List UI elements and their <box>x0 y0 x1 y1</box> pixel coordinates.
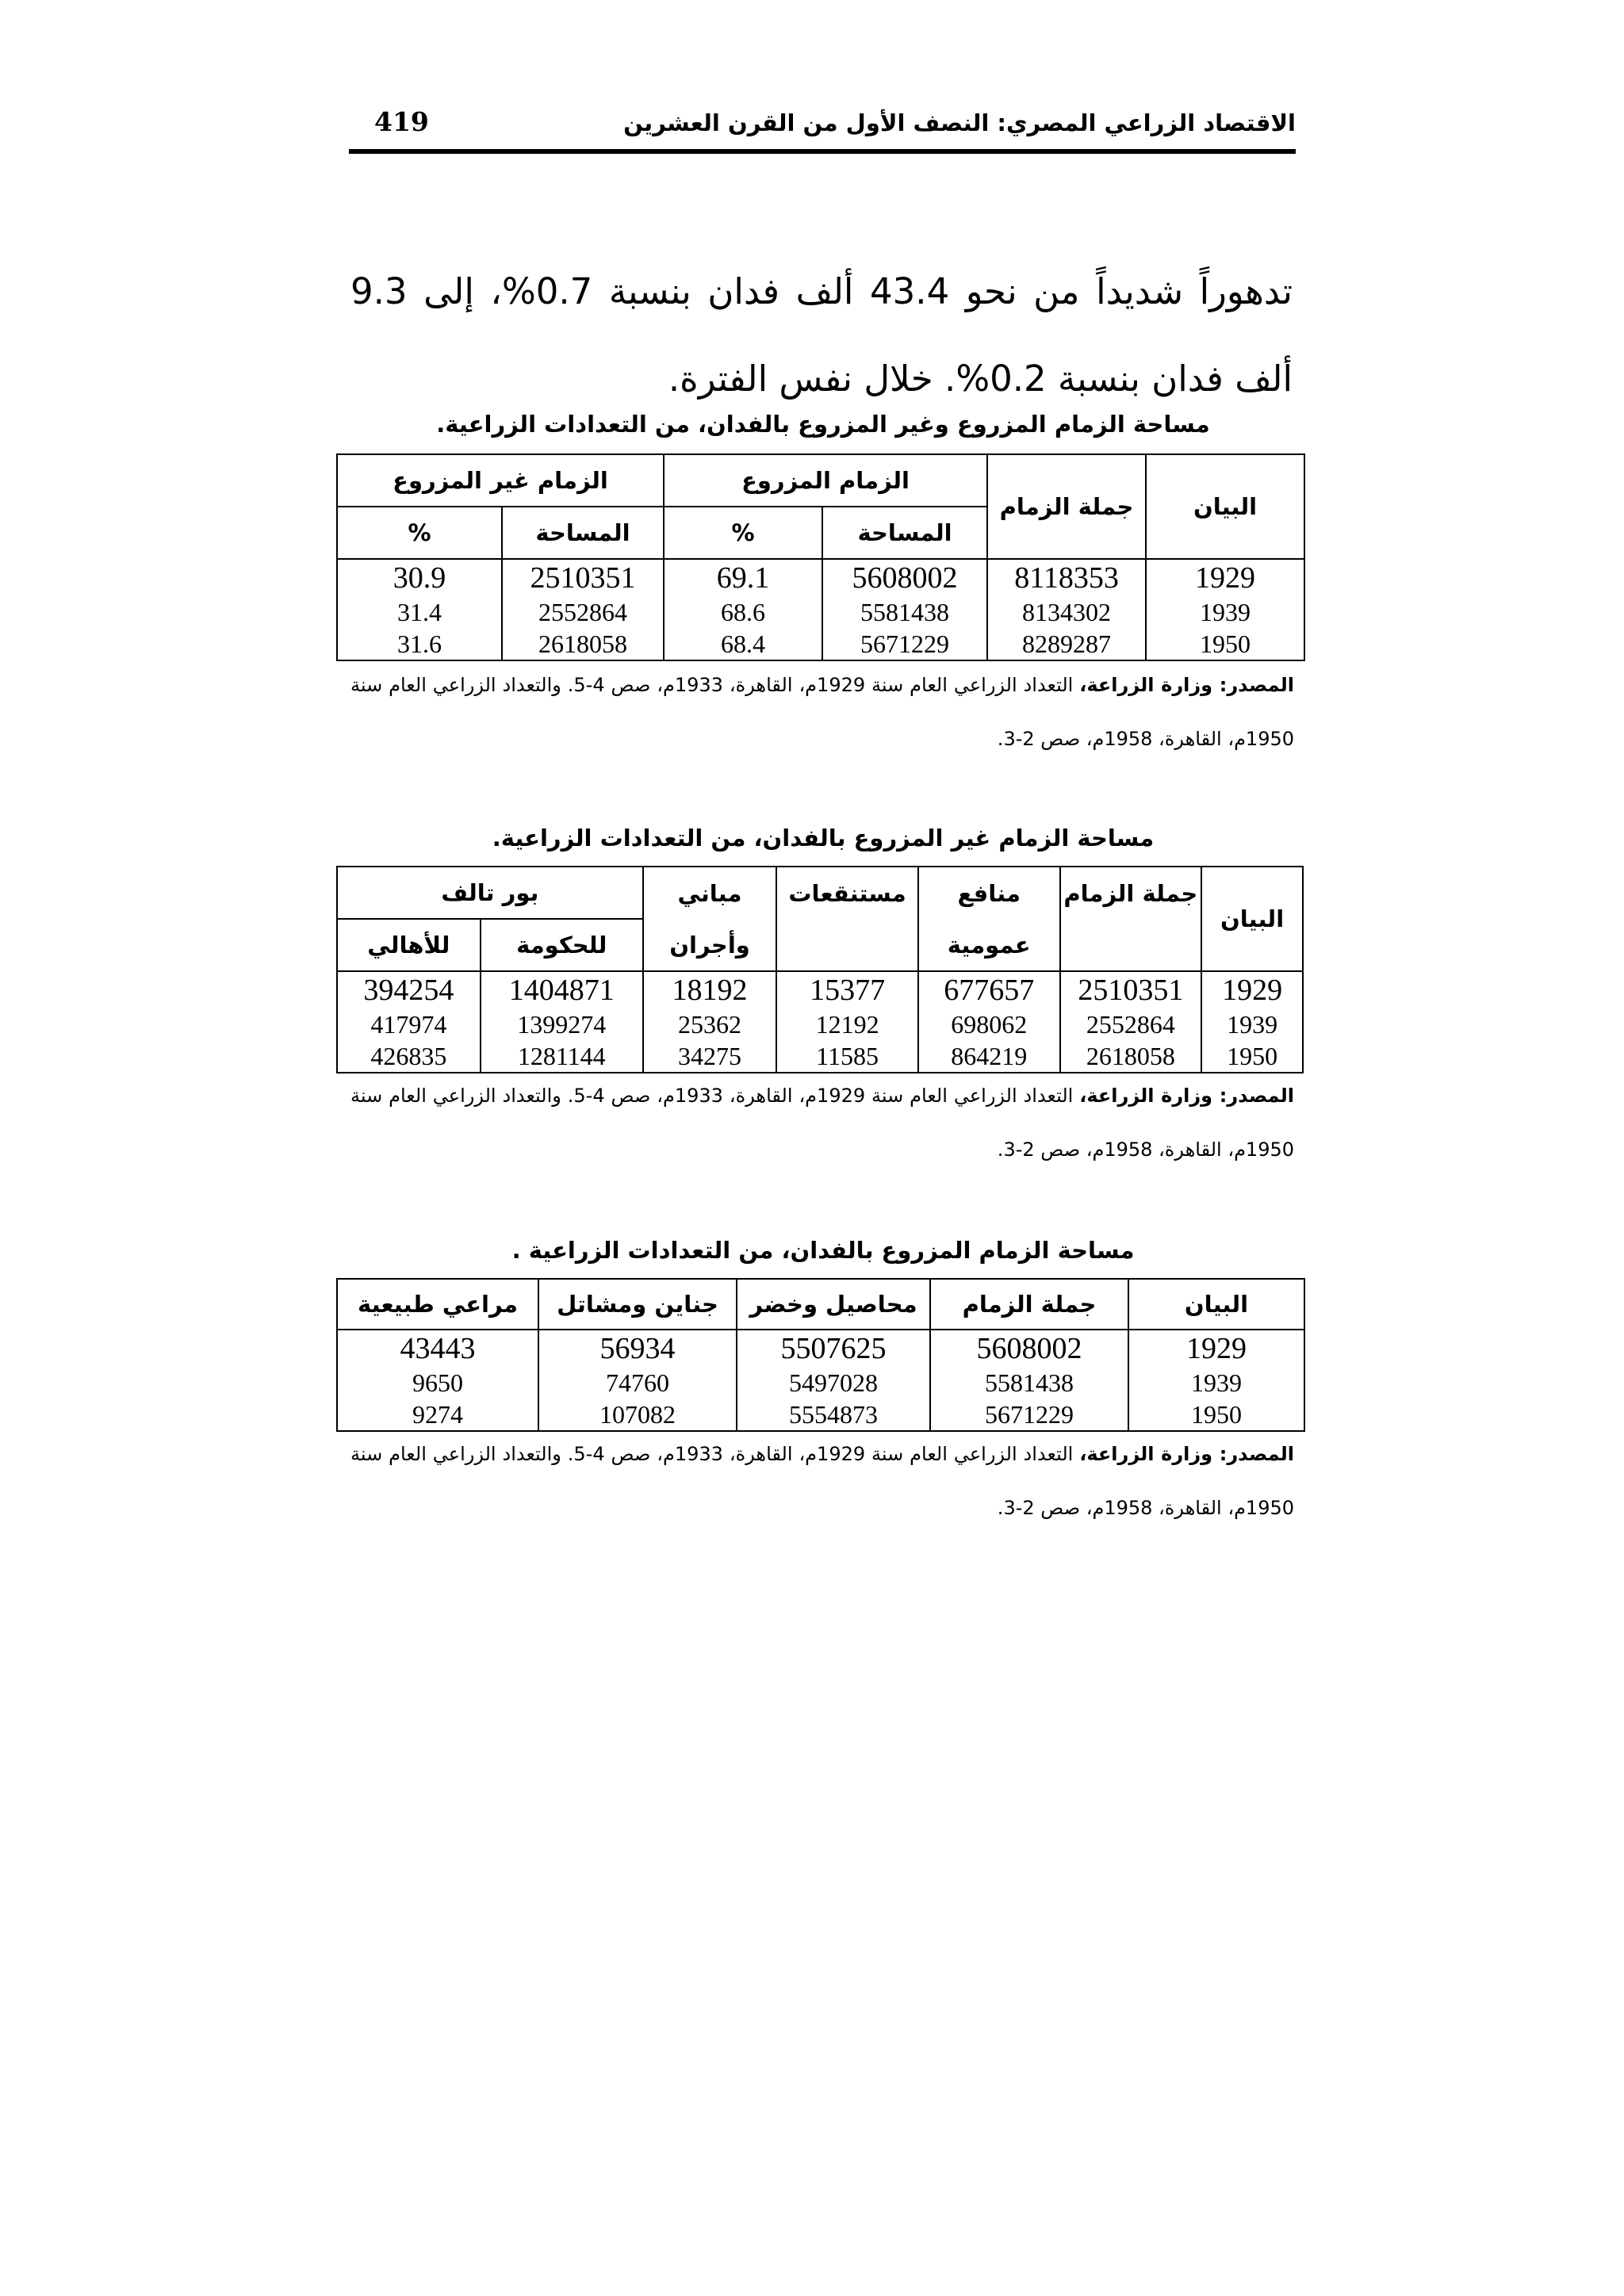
table1-header-cult-pct: % <box>664 507 822 559</box>
table3-cell-pasture: 9650 <box>337 1367 538 1399</box>
table3-cell-total: 5608002 <box>930 1330 1128 1367</box>
table2-header-total-cont <box>1060 919 1202 971</box>
table-row <box>337 971 1303 1008</box>
table1-cell-cult-pct: 69.1 <box>664 559 822 596</box>
table3-cell-year: 1939 <box>1128 1367 1304 1399</box>
table3-cell-year: 1929 <box>1128 1330 1304 1367</box>
table2-cell-gov: 1404871 <box>481 971 643 1008</box>
table1 <box>336 453 1305 661</box>
table1-header-label: البيان <box>1146 454 1304 559</box>
table1-cell-total: 8118353 <box>987 559 1146 596</box>
table1-header-uncultivated: الزمام غير المزروع <box>337 454 664 507</box>
table3-cell-gardens: 74760 <box>538 1367 737 1399</box>
table2-source <box>350 1069 1294 1177</box>
table2-cell-year: 1950 <box>1201 1040 1303 1073</box>
table3-cell-crops: 5497028 <box>737 1367 930 1399</box>
table-row <box>337 1399 1304 1431</box>
table2-source-text: التعداد الزراعي العام سنة 1929م، القاهرة، 1933م، صص 4-5. والتعداد الزراعي العام سنة 1950م، القاهرة، 1958م، صص 2-3. <box>350 1085 1294 1161</box>
table3-cell-year: 1950 <box>1128 1399 1304 1431</box>
running-header <box>349 101 1296 154</box>
table2-cell-total: 2618058 <box>1060 1040 1202 1073</box>
table2 <box>336 866 1304 1073</box>
table2-header-marsh: مستنقعات <box>776 867 918 919</box>
table1-header-uncult-pct: % <box>337 507 502 559</box>
table1-cell-cult-area: 5671229 <box>822 628 987 660</box>
table2-cell-buildings: 18192 <box>643 971 776 1008</box>
table1-cell-cult-area: 5581438 <box>822 596 987 628</box>
table-row <box>337 628 1304 660</box>
table3-header-total: جملة الزمام <box>930 1279 1128 1330</box>
table2-header-public: منافع <box>918 867 1060 919</box>
table2-header-gov: للحكومة <box>481 919 643 971</box>
table2-caption: مساحة الزمام غير المزروع بالفدان، من التعدادات الزراعية. <box>492 825 1155 851</box>
table3-cell-pasture: 9274 <box>337 1399 538 1431</box>
table1-cell-uncult-pct: 30.9 <box>337 559 502 596</box>
table3-cell-total: 5671229 <box>930 1399 1128 1431</box>
table1-cell-uncult-pct: 31.4 <box>337 596 502 628</box>
table1-cell-cult-pct: 68.4 <box>664 628 822 660</box>
table2-cell-year: 1939 <box>1201 1008 1303 1040</box>
table1-cell-uncult-area: 2618058 <box>502 628 664 660</box>
table2-cell-gov: 1281144 <box>481 1040 643 1073</box>
table1-source <box>350 658 1294 766</box>
table2-header-people: للأهالي <box>337 919 481 971</box>
table3-caption: مساحة الزمام المزروع بالفدان، من التعدادات الزراعية . <box>511 1237 1135 1264</box>
table3-header-gardens: جناين ومشاتل <box>538 1279 737 1330</box>
table3 <box>336 1278 1305 1432</box>
table2-cell-people: 417974 <box>337 1008 481 1040</box>
table-row <box>337 596 1304 628</box>
table3-header-label: البيان <box>1128 1279 1304 1330</box>
table3-cell-crops: 5554873 <box>737 1399 930 1431</box>
table-row <box>337 1040 1303 1073</box>
header-title: الاقتصاد الزراعي المصري: النصف الأول من القرن العشرين <box>623 109 1296 136</box>
table3-header-pasture: مراعي طبيعية <box>337 1279 538 1330</box>
table2-cell-marsh: 11585 <box>776 1040 918 1073</box>
table3-cell-crops: 5507625 <box>737 1330 930 1367</box>
table1-cell-uncult-pct: 31.6 <box>337 628 502 660</box>
table1-cell-uncult-area: 2552864 <box>502 596 664 628</box>
table2-cell-year: 1929 <box>1201 971 1303 1008</box>
table1-cell-cult-area: 5608002 <box>822 559 987 596</box>
table1-source-label: المصدر: وزارة الزراعة، <box>1079 674 1294 696</box>
table1-header-total: جملة الزمام <box>987 454 1146 559</box>
table2-cell-public: 864219 <box>918 1040 1060 1073</box>
table-row <box>337 1367 1304 1399</box>
table1-cell-year: 1950 <box>1146 628 1304 660</box>
table3-source-label: المصدر: وزارة الزراعة، <box>1079 1443 1294 1465</box>
table2-cell-total: 2552864 <box>1060 1008 1202 1040</box>
table1-cell-uncult-area: 2510351 <box>502 559 664 596</box>
table2-cell-total: 2510351 <box>1060 971 1202 1008</box>
table3-cell-gardens: 107082 <box>538 1399 737 1431</box>
table1-cell-total: 8289287 <box>987 628 1146 660</box>
table2-cell-buildings: 34275 <box>643 1040 776 1073</box>
table2-cell-public: 677657 <box>918 971 1060 1008</box>
page-number: 419 <box>374 106 429 137</box>
table2-header-fallow: بور تالف <box>337 867 643 919</box>
table2-header-public-cont: عمومية <box>918 919 1060 971</box>
table3-cell-gardens: 56934 <box>538 1330 737 1367</box>
table1-cell-cult-pct: 68.6 <box>664 596 822 628</box>
table2-header-marsh-cont <box>776 919 918 971</box>
table2-cell-buildings: 25362 <box>643 1008 776 1040</box>
table2-cell-marsh: 15377 <box>776 971 918 1008</box>
table1-source-text: التعداد الزراعي العام سنة 1929م، القاهرة، 1933م، صص 4-5. والتعداد الزراعي العام سنة 1950م، القاهرة، 1958م، صص 2-3. <box>350 674 1294 750</box>
table1-header-uncult-area: المساحة <box>502 507 664 559</box>
table2-cell-marsh: 12192 <box>776 1008 918 1040</box>
table3-source-text: التعداد الزراعي العام سنة 1929م، القاهرة، 1933م، صص 4-5. والتعداد الزراعي العام سنة 1950م، القاهرة، 1958م، صص 2-3. <box>350 1443 1294 1519</box>
table2-cell-people: 426835 <box>337 1040 481 1073</box>
table3-cell-total: 5581438 <box>930 1367 1128 1399</box>
table1-caption: مساحة الزمام المزروع وغير المزروع بالفدان، من التعدادات الزراعية. <box>436 411 1210 438</box>
table1-header-cultivated: الزمام المزروع <box>664 454 987 507</box>
table2-cell-public: 698062 <box>918 1008 1060 1040</box>
table2-cell-people: 394254 <box>337 971 481 1008</box>
body-paragraph: تدهوراً شديداً من نحو 43.4 ألف فدان بنسبة 0.7%، إلى 9.3 ألف فدان بنسبة 0.2%. خلال نفس الفترة. <box>350 270 1293 400</box>
table-row <box>337 559 1304 596</box>
table2-header-total: جملة الزمام <box>1060 867 1202 919</box>
table3-source <box>350 1427 1294 1535</box>
table1-cell-year: 1929 <box>1146 559 1304 596</box>
table-row <box>337 1330 1304 1367</box>
table-row <box>337 1008 1303 1040</box>
table1-header-cult-area: المساحة <box>822 507 987 559</box>
table1-cell-year: 1939 <box>1146 596 1304 628</box>
table2-source-label: المصدر: وزارة الزراعة، <box>1079 1085 1294 1107</box>
table2-cell-gov: 1399274 <box>481 1008 643 1040</box>
table1-cell-total: 8134302 <box>987 596 1146 628</box>
table2-header-buildings-cont: وأجران <box>643 919 776 971</box>
table2-header-label: البيان <box>1201 867 1303 971</box>
table2-header-buildings: مباني <box>643 867 776 919</box>
table3-cell-pasture: 43443 <box>337 1330 538 1367</box>
table3-header-crops: محاصيل وخضر <box>737 1279 930 1330</box>
